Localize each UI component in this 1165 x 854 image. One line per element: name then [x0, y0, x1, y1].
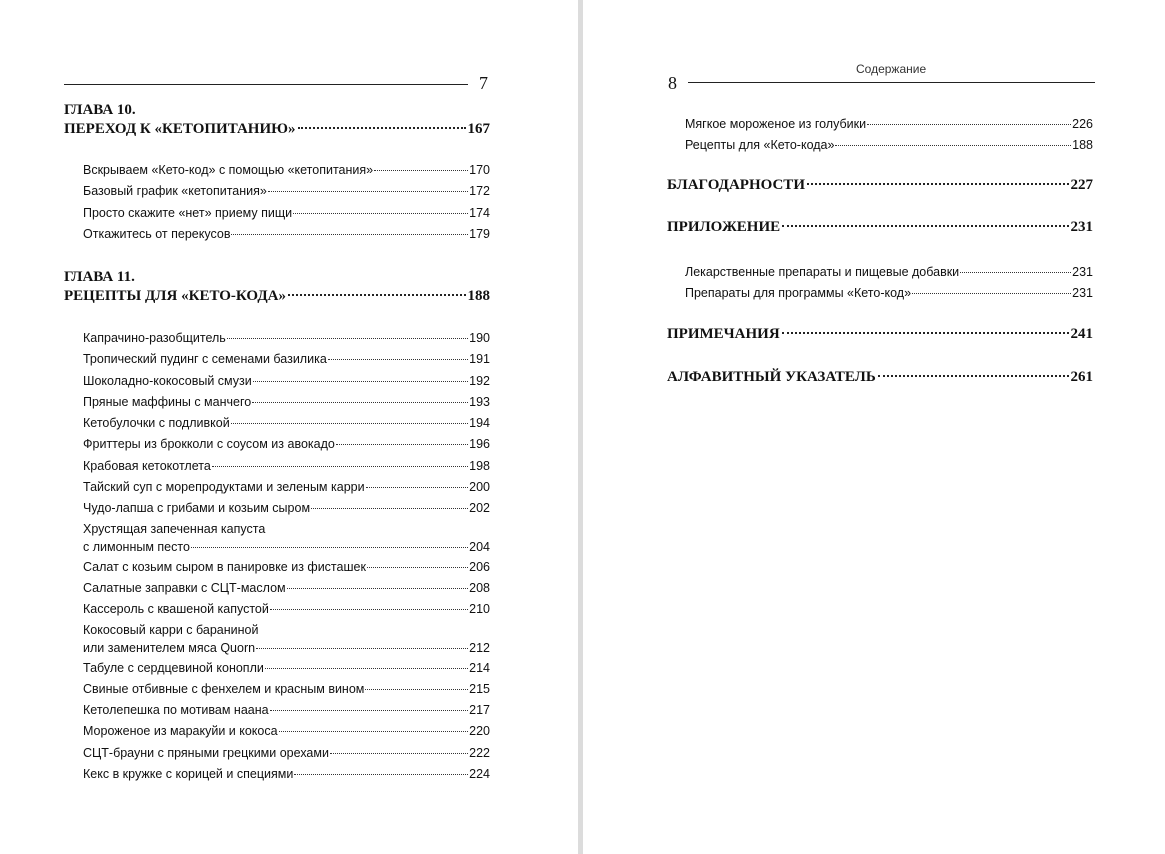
dot-leader — [270, 609, 468, 610]
dot-leader — [268, 191, 468, 192]
toc-entry — [83, 520, 490, 557]
toc-entry — [83, 413, 490, 434]
toc-entry — [83, 498, 490, 519]
toc-entry-title: Откажитесь от перекусов — [83, 226, 231, 241]
toc-entry-title: СЦТ-брауни с пряными грецкими орехами — [83, 745, 329, 760]
toc-entry — [83, 224, 490, 245]
toc-entry-title-cont: с лимонным песто — [83, 539, 190, 554]
appendix-page: 231 — [1070, 219, 1093, 235]
header-rule-right — [688, 82, 1095, 83]
toc-entry-title: Кокосовый карри с бараниной — [83, 622, 259, 637]
toc-entry-title: Кекс в кружке с корицей и специями — [83, 767, 294, 782]
toc-entry-page: 231 — [1072, 286, 1093, 301]
toc-entry-page: 224 — [469, 767, 490, 782]
toc-entry — [685, 262, 1093, 283]
toc-entry-page: 231 — [1072, 265, 1093, 279]
index-title: АЛФАВИТНЫЙ УКАЗАТЕЛЬ — [667, 369, 876, 385]
chapter-10-title: ПЕРЕХОД К «КЕТОПИТАНИЮ» — [64, 121, 296, 137]
toc-entry-page: 200 — [469, 480, 490, 495]
toc-entry-title: Тайский суп с морепродуктами и зеленым карри — [83, 480, 365, 495]
toc-entry — [83, 203, 490, 224]
toc-entry-title: Хрустящая запеченная капуста — [83, 521, 266, 536]
toc-entry-page: 215 — [469, 681, 490, 696]
running-head: Содержание — [856, 62, 927, 76]
toc-entry-title: Мягкое мороженое из голубики — [685, 117, 867, 131]
dot-leader — [287, 588, 469, 589]
toc-entry — [83, 658, 490, 679]
toc-entry — [83, 557, 490, 578]
dot-leader — [227, 338, 468, 339]
toc-entry — [83, 700, 490, 721]
dot-leader — [867, 124, 1071, 125]
section-appendix — [667, 219, 1093, 236]
toc-entry-page: 204 — [469, 539, 490, 554]
toc-entry — [83, 160, 490, 181]
toc-entry-page: 190 — [469, 331, 490, 345]
dot-leader — [835, 145, 1071, 146]
appendix-title: ПРИЛОЖЕНИЕ — [667, 219, 781, 235]
toc-entry-title: Пряные маффины с манчего — [83, 394, 252, 409]
toc-entry-page: 193 — [469, 394, 490, 409]
toc-entry-title: Свиные отбивные с фенхелем и красным вином — [83, 681, 365, 696]
toc-entry-title: Кетобулочки с подливкой — [83, 416, 230, 431]
dot-leader — [807, 183, 1069, 185]
dot-leader — [288, 294, 466, 296]
dot-leader — [270, 710, 469, 711]
toc-entry — [83, 349, 490, 370]
toc-entry-title: Просто скажите «нет» приему пищи — [83, 205, 293, 220]
toc-entry — [83, 599, 490, 620]
toc-entry — [83, 764, 490, 785]
toc-entry-title: Рецепты для «Кето-кода» — [685, 138, 835, 153]
toc-entry-title: Салат с козьим сыром в панировке из фисташек — [83, 559, 366, 574]
dot-leader — [231, 423, 468, 424]
dot-leader — [782, 225, 1068, 227]
toc-entry-page: 179 — [469, 226, 490, 241]
toc-entry-title: Кассероль с квашеной капустой — [83, 602, 269, 617]
page-number-left: 7 — [479, 73, 488, 93]
dot-leader — [212, 466, 468, 467]
chapter-10-heading — [64, 101, 490, 139]
section-acknowledgements — [667, 177, 1093, 194]
dot-leader — [374, 170, 468, 171]
dot-leader — [252, 402, 468, 403]
toc-entry-title: Тропический пудинг с семенами базилика — [83, 352, 327, 367]
toc-entry — [685, 283, 1093, 304]
toc-entry — [83, 578, 490, 599]
toc-entry — [83, 679, 490, 700]
dot-leader — [912, 293, 1071, 294]
chapter-11-title: РЕЦЕПТЫ ДЛЯ «КЕТО-КОДА» — [64, 288, 286, 304]
header-rule-left — [64, 84, 468, 85]
dot-leader — [294, 774, 468, 775]
toc-entry — [83, 328, 490, 349]
toc-entry — [83, 721, 490, 742]
section-notes — [667, 326, 1093, 343]
toc-entry-title: Фриттеры из брокколи с соусом из авокадо — [83, 437, 335, 452]
chapter-10-entries — [83, 160, 490, 245]
chapter-11-page: 188 — [467, 288, 490, 304]
chapter-11-heading — [64, 268, 490, 306]
dot-leader — [367, 567, 468, 568]
toc-entry — [83, 392, 490, 413]
dot-leader — [311, 508, 468, 509]
toc-entry-title: Базовый график «кетопитания» — [83, 184, 267, 199]
toc-entry-page: 206 — [469, 559, 490, 574]
toc-entry — [83, 743, 490, 764]
dot-leader — [366, 487, 469, 488]
chapter-11-entries — [83, 328, 490, 785]
toc-entry-page: 222 — [469, 745, 490, 760]
toc-entry-title: Капрачино-разобщитель — [83, 331, 226, 345]
toc-entry-title: Препараты для программы «Кето-код» — [685, 286, 912, 301]
dot-leader — [279, 731, 469, 732]
toc-entry-page: 208 — [469, 580, 490, 595]
toc-entry — [685, 114, 1093, 135]
toc-entry-page: 220 — [469, 724, 490, 739]
toc-entry-page: 188 — [1072, 138, 1093, 153]
notes-title: ПРИМЕЧАНИЯ — [667, 326, 780, 342]
dot-leader — [293, 213, 468, 214]
appendix-entries — [685, 262, 1093, 305]
toc-entry — [83, 477, 490, 498]
toc-entry-title: Вскрываем «Кето-код» с помощью «кетопитания» — [83, 163, 374, 177]
toc-entry-page: 210 — [469, 602, 490, 617]
toc-entry-title: Кетолепешка по мотивам наана — [83, 703, 269, 718]
toc-entry — [83, 371, 490, 392]
acknowledgements-page: 227 — [1070, 177, 1093, 193]
toc-entry-page: 226 — [1072, 117, 1093, 131]
toc-entry — [83, 621, 490, 658]
chapter-11-label: ГЛАВА 11. — [64, 269, 135, 285]
toc-entry-page: 172 — [469, 184, 490, 199]
chapter-10-page: 167 — [467, 121, 490, 137]
toc-entry-title: Шоколадно-кокосовый смузи — [83, 373, 252, 388]
toc-entry-page: 191 — [469, 352, 490, 367]
chapter-10-label: ГЛАВА 10. — [64, 102, 136, 118]
dot-leader — [336, 444, 468, 445]
toc-entry-page: 174 — [469, 205, 490, 220]
toc-entry — [685, 135, 1093, 156]
toc-entry-page: 192 — [469, 373, 490, 388]
toc-entry-page: 198 — [469, 458, 490, 473]
dot-leader — [960, 272, 1071, 273]
dot-leader — [256, 648, 468, 649]
toc-entry-page: 212 — [469, 640, 490, 655]
dot-leader — [231, 234, 468, 235]
toc-entry-title-cont: или заменителем мяса Quorn — [83, 640, 256, 655]
section-index — [667, 369, 1093, 386]
dot-leader — [782, 332, 1069, 334]
toc-entry-page: 202 — [469, 501, 490, 516]
index-page: 261 — [1070, 369, 1093, 385]
notes-page: 241 — [1070, 326, 1093, 342]
top-entries — [685, 114, 1093, 157]
toc-entry-title: Мороженое из маракуйи и кокоса — [83, 724, 278, 739]
dot-leader — [253, 381, 468, 382]
toc-entry — [83, 181, 490, 202]
dot-leader — [328, 359, 468, 360]
dot-leader — [365, 689, 468, 690]
toc-entry — [83, 456, 490, 477]
dot-leader — [265, 668, 468, 669]
acknowledgements-title: БЛАГОДАРНОСТИ — [667, 177, 805, 193]
toc-entry-title: Салатные заправки с СЦТ-маслом — [83, 580, 286, 595]
toc-entry-title: Крабовая кетокотлета — [83, 458, 211, 473]
toc-entry-title: Чудо-лапша с грибами и козьим сыром — [83, 501, 311, 516]
toc-entry-page: 194 — [469, 416, 490, 431]
toc-entry-title: Табуле с сердцевиной конопли — [83, 660, 264, 675]
dot-leader — [878, 375, 1069, 377]
toc-entry-page: 170 — [469, 163, 490, 177]
toc-entry-title: Лекарственные препараты и пищевые добавки — [685, 265, 960, 279]
toc-entry-page: 217 — [469, 703, 490, 718]
toc-entry-page: 214 — [469, 660, 490, 675]
dot-leader — [330, 753, 468, 754]
toc-entry-page: 196 — [469, 437, 490, 452]
dot-leader — [191, 547, 468, 548]
page-number-right: 8 — [668, 73, 677, 93]
toc-entry — [83, 434, 490, 455]
dot-leader — [298, 127, 466, 129]
